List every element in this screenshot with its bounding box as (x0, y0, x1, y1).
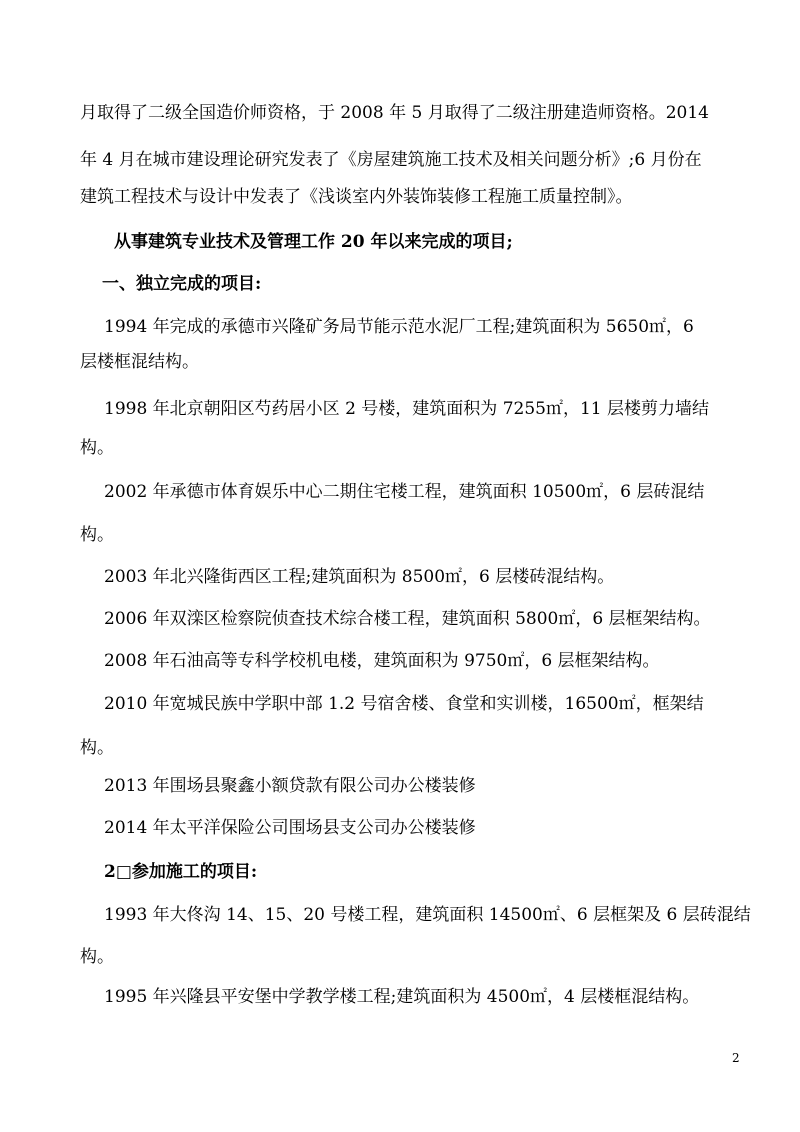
project-line: 2003 年北兴隆街西区工程;建筑面积为 8500㎡，6 层楼砖混结构。 (104, 567, 615, 587)
project-line: 构。 (80, 738, 114, 758)
project-line: 2006 年双滦区检察院侦查技术综合楼工程，建筑面积 5800㎡，6 层框架结构。 (104, 609, 711, 629)
text-line: 月取得了二级全国造价师资格，于 2008 年 5 月取得了二级注册建造师资格。2014 (80, 103, 709, 123)
intro-line: 从事建筑专业技术及管理工作 20 年以来完成的项目; (114, 232, 513, 252)
project-line: 构。 (80, 525, 114, 545)
project-line: 1994 年完成的承德市兴隆矿务局节能示范水泥厂工程;建筑面积为 5650㎡，6 (104, 317, 694, 337)
project-line: 2013 年围场县聚鑫小额贷款有限公司办公楼装修 (104, 776, 476, 796)
section-heading: 2□参加施工的项目: (104, 862, 258, 882)
project-line: 构。 (80, 438, 114, 458)
section-heading: 一、独立完成的项目: (102, 274, 262, 294)
page-number: 2 (732, 1051, 740, 1065)
project-line: 1995 年兴隆县平安堡中学教学楼工程;建筑面积为 4500㎡，4 层楼框混结构。 (104, 987, 700, 1007)
project-line: 2008 年石油高等专科学校机电楼，建筑面积为 9750㎡，6 层框架结构。 (104, 651, 660, 671)
project-line: 1998 年北京朝阳区芍药居小区 2 号楼，建筑面积为 7255㎡，11 层楼剪力墙结 (104, 399, 709, 419)
project-line: 层楼框混结构。 (80, 352, 199, 372)
text-line: 建筑工程技术与设计中发表了《浅谈室内外装饰装修工程施工质量控制》。 (80, 187, 633, 207)
project-line: 2010 年宽城民族中学职中部 1.2 号宿舍楼、食堂和实训楼，16500㎡，框架结 (104, 694, 704, 714)
project-line: 2014 年太平洋保险公司围场县支公司办公楼装修 (104, 818, 476, 838)
project-line: 构。 (80, 947, 114, 967)
project-line: 1993 年大佟沟 14、15、20 号楼工程，建筑面积 14500㎡、6 层框架及 6 层砖混结 (104, 905, 751, 925)
text-line: 年 4 月在城市建设理论研究发表了《房屋建筑施工技术及相关问题分析》;6 月份在 (80, 150, 702, 170)
project-line: 2002 年承德市体育娱乐中心二期住宅楼工程，建筑面积 10500㎡，6 层砖混结 (104, 482, 705, 502)
